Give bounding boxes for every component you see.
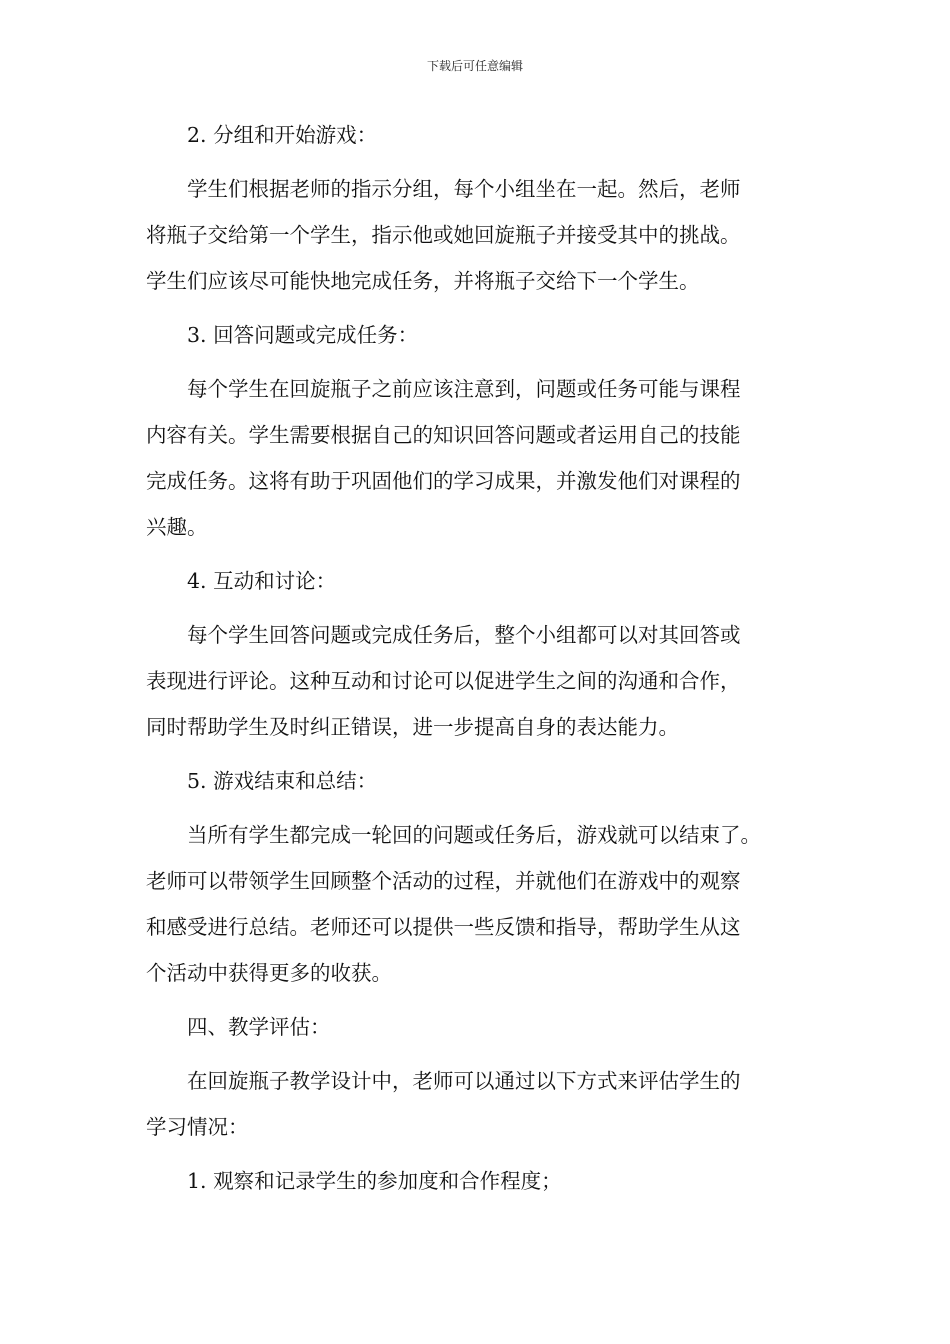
- paragraph-line: 和感受进行总结。老师还可以提供一些反馈和指导，帮助学生从这: [146, 915, 741, 939]
- paragraph-line: 学生们应该尽可能快地完成任务，并将瓶子交给下一个学生。: [146, 269, 700, 293]
- document-body: [146, 112, 806, 1204]
- paragraph-line: 学生们根据老师的指示分组，每个小组坐在一起。然后，老师: [187, 177, 741, 201]
- paragraph-evaluation: [146, 1058, 806, 1150]
- paragraph-line: 兴趣。: [146, 515, 208, 539]
- paragraph-grouping: [146, 166, 806, 304]
- section-heading-evaluation: 四、教学评估：: [187, 1015, 331, 1039]
- page-header: 下载后可任意编辑: [426, 59, 523, 73]
- paragraph-line: 老师可以带领学生回顾整个活动的过程，并就他们在游戏中的观察: [146, 869, 741, 893]
- paragraph-line: 每个学生在回旋瓶子之前应该注意到，问题或任务可能与课程: [187, 377, 741, 401]
- section-heading-answer: 3. 回答问题或完成任务：: [187, 323, 419, 347]
- paragraph-summary: [146, 812, 806, 996]
- list-item-observe: 1. 观察和记录学生的参加度和合作程度；: [187, 1169, 562, 1193]
- paragraph-line: 内容有关。学生需要根据自己的知识回答问题或者运用自己的技能: [146, 423, 741, 447]
- paragraph-line: 将瓶子交给第一个学生，指示他或她回旋瓶子并接受其中的挑战。: [146, 223, 741, 247]
- section-heading-grouping: 2. 分组和开始游戏：: [187, 123, 378, 147]
- paragraph-answer: [146, 366, 806, 550]
- section-heading-summary: 5. 游戏结束和总结：: [187, 769, 378, 793]
- paragraph-line: 同时帮助学生及时纠正错误，进一步提高自身的表达能力。: [146, 715, 679, 739]
- paragraph-line: 完成任务。这将有助于巩固他们的学习成果，并激发他们对课程的: [146, 469, 741, 493]
- paragraph-line: 当所有学生都完成一轮回的问题或任务后，游戏就可以结束了。: [187, 823, 761, 847]
- paragraph-line: 在回旋瓶子教学设计中，老师可以通过以下方式来评估学生的: [187, 1069, 741, 1093]
- paragraph-line: 每个学生回答问题或完成任务后，整个小组都可以对其回答或: [187, 623, 741, 647]
- section-heading-discussion: 4. 互动和讨论：: [187, 569, 337, 593]
- paragraph-line: 个活动中获得更多的收获。: [146, 961, 392, 985]
- paragraph-line: 学习情况：: [146, 1115, 249, 1139]
- paragraph-discussion: [146, 612, 806, 750]
- paragraph-line: 表现进行评论。这种互动和讨论可以促进学生之间的沟通和合作，: [146, 669, 741, 693]
